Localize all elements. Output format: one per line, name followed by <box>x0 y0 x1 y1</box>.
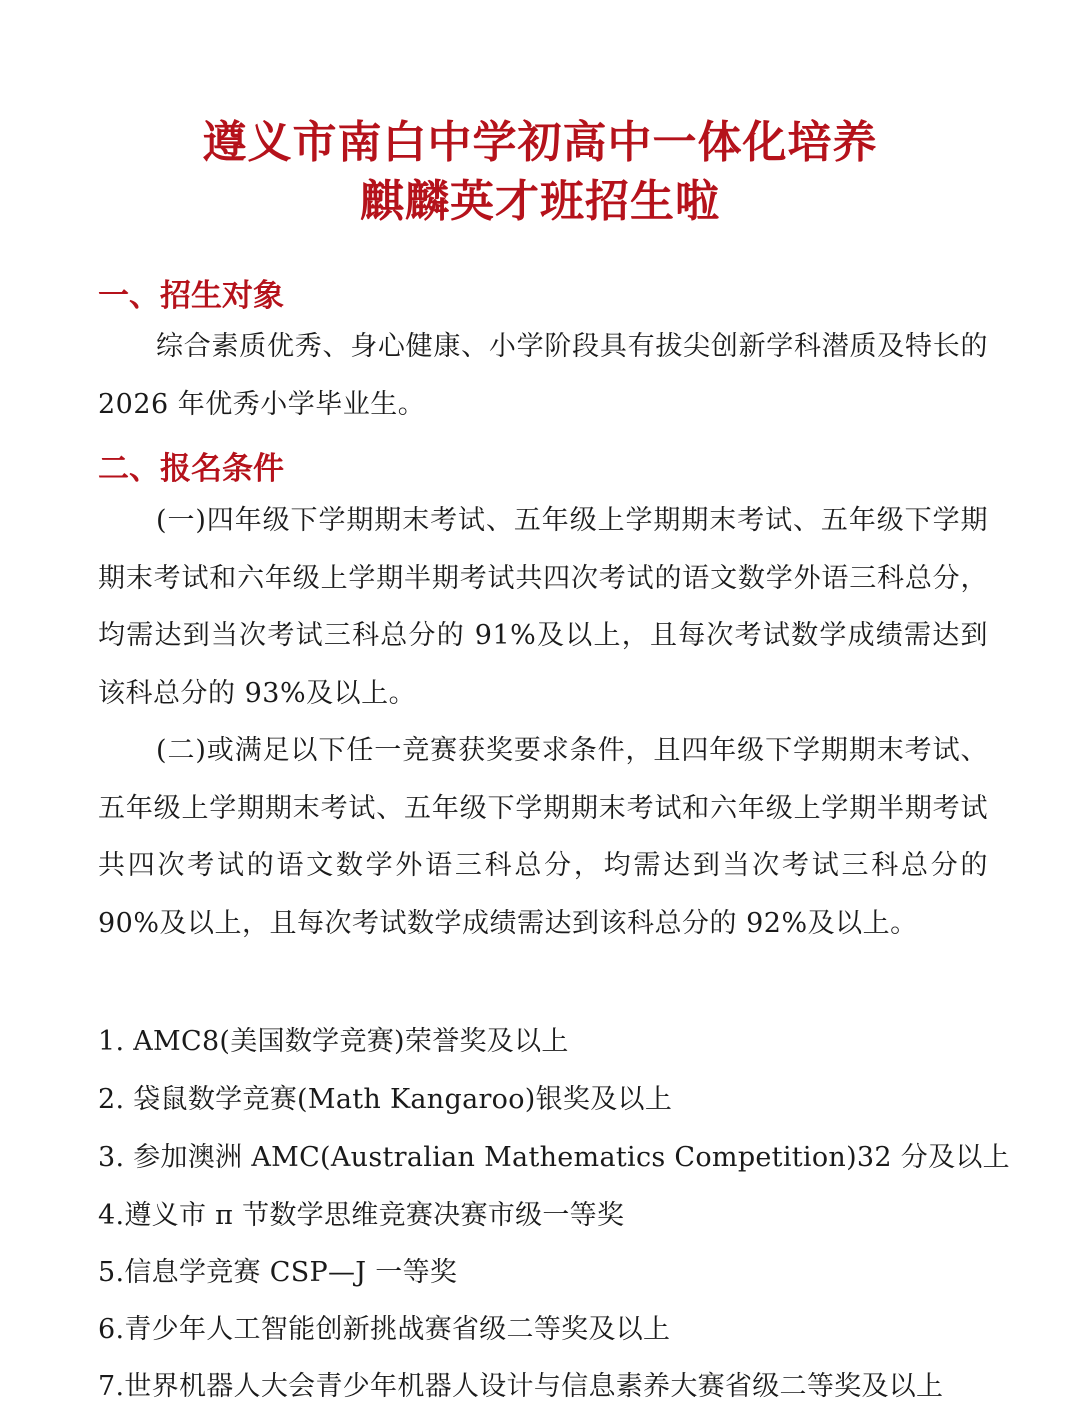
competition-item: 5.信息学竞赛 CSP—J 一等奖 <box>98 1257 458 1288</box>
condition-paragraph-2: (二)或满足以下任一竞赛获奖要求条件，且四年级下学期期末考试、五年级上学期期末考试、五年级下学期期末考试和六年级上学期半期考试共四次考试的语文数学外语三科总分，均需达到当次考试三科总分的 90%及以上，且每次考试数学成绩需达到该科总分的 92%及以上。 <box>98 735 988 939</box>
section-heading-conditions: 二、报名条件 <box>98 451 284 487</box>
section-heading-target: 一、招生对象 <box>98 278 284 314</box>
condition-paragraph-1: (一)四年级下学期期末考试、五年级上学期期末考试、五年级下学期期末考试和六年级上学期半期考试共四次考试的语文数学外语三科总分，均需达到当次考试三科总分的 91%及以上，且每次考试数学成绩需达到该科总分的 93%及以上。 <box>98 505 988 709</box>
competition-item: 3. 参加澳洲 AMC(Australian Mathematics Competition)32 分及以上 <box>98 1142 1010 1173</box>
document-title-line1: 遵义市南白中学初高中一体化培养 <box>202 117 878 168</box>
competition-item: 6.青少年人工智能创新挑战赛省级二等奖及以上 <box>98 1314 671 1345</box>
competition-item: 1. AMC8(美国数学竞赛)荣誉奖及以上 <box>98 1026 569 1057</box>
competition-item: 2. 袋鼠数学竞赛(Math Kangaroo)银奖及以上 <box>98 1084 673 1115</box>
document-title-line2: 麒麟英才班招生啦 <box>360 176 720 227</box>
competition-item: 4.遵义市 π 节数学思维竞赛决赛市级一等奖 <box>98 1200 625 1231</box>
competition-item: 7.世界机器人大会青少年机器人设计与信息素养大赛省级二等奖及以上 <box>98 1371 944 1402</box>
target-paragraph: 综合素质优秀、身心健康、小学阶段具有拔尖创新学科潜质及特长的 2026 年优秀小学毕业生。 <box>98 331 988 420</box>
